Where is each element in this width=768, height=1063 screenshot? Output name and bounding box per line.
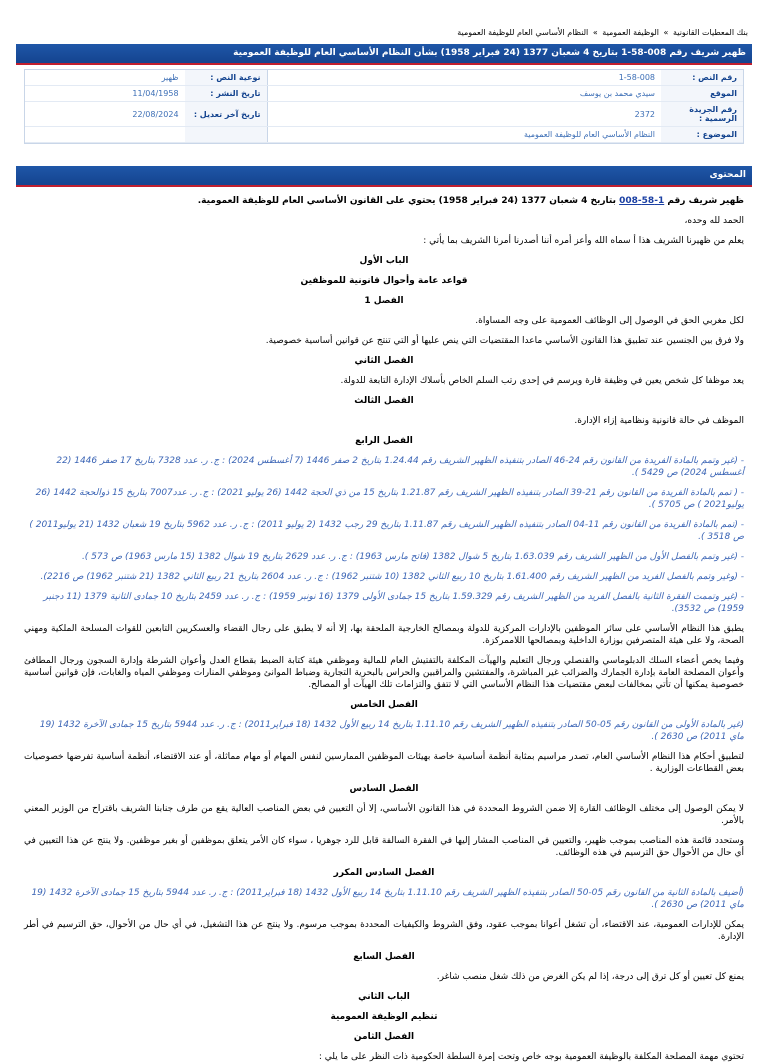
breadcrumb-item-statute[interactable]: النظام الأساسي العام للوظيفة العمومية — [457, 28, 589, 37]
meta-value-last-modified: 22/08/2024 — [25, 102, 185, 127]
content-header-underline — [16, 185, 752, 187]
meta-label-signatory: الموقع — [661, 86, 743, 102]
chapter-heading: الفصل الرابع — [355, 436, 413, 446]
part-title: قواعد عامة وأحوال قانونية للموظفين — [300, 276, 468, 286]
amendment-note: - (وغير وتمم بالفصل الفريد من الظهير الشريف رقم 1.61.400 بتاريخ 10 ربيع الثاني 1382 (10 شتنبر 1962) : ج. ر. عدد 2604 بتاريخ 21 ربيع الثاني 1382 (21 شتنبر 1962) ص 2216). — [40, 572, 744, 582]
breadcrumb-item-databank[interactable]: بنك المعطيات القانونية — [673, 28, 748, 37]
meta-row — [25, 70, 743, 86]
chapter-heading: الفصل الثاني — [354, 356, 414, 366]
paragraph: يمكن للإدارات العمومية، عند الاقتضاء، أن تشغل أعوانا بموجب عقود، وفق الشروط والكيفيات المحددة بموجب مرسوم. ولا ينتج عن هذا التشغيل، في أي حال من الأحوال، حق الترسيم في أطر الإدارة. — [24, 920, 744, 942]
amendment-note: - (غير وتممت الفقرة الثانية بالفصل الفريد من الظهير الشريف رقم 1.59.329 بتاريخ 15 جمادى الأولى 1379 (16 نونبر 1959) : ج. ر. عدد 2459 بتاريخ 10 جمادى الثانية 1379 (11 دجنبر 1959) ص 3532). — [43, 592, 744, 614]
paragraph: لكل مغربي الحق في الوصول إلى الوظائف العمومية على وجه المساواة. — [475, 316, 744, 326]
meta-value-gazette-number: 2372 — [267, 102, 661, 127]
meta-value-empty — [25, 127, 185, 143]
document-title-bar: ظهير شريف رقم 008-58-1 بتاريخ 4 شعبان 1377 (24 فبراير 1958) بشأن النظام الأساسي العام للوظيفة العمومية — [16, 44, 752, 63]
law-number-link[interactable]: 1-58-008 — [619, 196, 665, 206]
meta-label-subject: الموضوع : — [661, 127, 743, 143]
law-title-prefix: ظهير شريف رقم — [664, 196, 744, 206]
paragraph: تحتوي مهمة المصلحة المكلفة بالوظيفة العمومية بوجه خاص وتحت إمرة السلطة الحكومية ذات النظر على ما يلي : — [318, 1052, 744, 1062]
meta-value-text-number: 1-58-008 — [267, 70, 661, 86]
meta-label-empty — [185, 127, 268, 143]
paragraph: ولا فرق بين الجنسين عند تطبيق هذا القانون الأساسي ماعدا المقتضيات التي ينص عليها أو التي تنتج عن قوانين أساسية خصوصية. — [265, 336, 744, 346]
meta-value-publish-date: 11/04/1958 — [25, 86, 185, 102]
paragraph: لتطبيق أحكام هذا النظام الأساسي العام، تصدر مراسيم بمثابة أنظمة أساسية خاصة بهيئات الموظفين الممارسين لنفس المهام أو مهام مماثلة، أو عند الاقتضاء، أنظمة أساسية تفرضها خصوصيات بعض القطاعات الوزارية . — [24, 752, 744, 774]
meta-label-gazette-number: رقم الجريدة الرسمية : — [661, 102, 743, 127]
meta-label-publish-date: تاريخ النشر : — [185, 86, 268, 102]
breadcrumb-item-public-service[interactable]: الوظيفة العمومية — [602, 28, 659, 37]
amendment-note: - ( تمم بالمادة الفريدة من القانون رقم 21-39 الصادر بتنفيذه الظهير الشريف رقم 1.21.87 بتاريخ 15 من ذي الحجة 1442 (26 يوليو 2021) : ج. ر. عدد7007 بتاريخ 15 ذوالحجة 1442 (26 يوليو2021 ) ص 5705 ). — [35, 488, 744, 510]
paragraph: يعد موظفا كل شخص يعين في وظيفة قارة ويرسم في إحدى رتب السلم الخاص بأسلاك الإدارة التابعة للدولة. — [340, 376, 744, 386]
document-metadata-panel — [24, 69, 744, 144]
paragraph: يطبق هذا النظام الأساسي على سائر الموظفين بالإدارات المركزية للدولة وبمصالح الخارجية الملحقة بها، إلا أنه لا يطبق على رجال القضاء والعسكريين التابعين للقوات المسلحة الملكية ومهني الصحة، ولا على هيئة المتصرفين بوزارة الداخلية وبمصالحها اللاممركزة. — [24, 624, 744, 646]
part-heading: الباب الأول — [359, 256, 409, 266]
paragraph: لا يمكن الوصول إلى مختلف الوظائف القارة إلا ضمن الشروط المحددة في هذا القانون الأساسي، إلا أن التعيين في بعض المناصب العالية يقع من طرف جنابنا الشريف باقتراح من الوزير المعني بالأمر. — [24, 804, 744, 826]
meta-row — [25, 127, 743, 143]
paragraph: الموظف في حالة قانونية ونظامية إزاء الإدارة. — [574, 416, 744, 426]
amendment-note: - (تمم بالمادة الفريدة من القانون رقم 11-04 الصادر بتنفيذه الظهير الشريف رقم 1.11.87 بتاريخ 29 رجب 1432 (2 يوليو 2011) : ج. ر. عدد 5962 بتاريخ 19 شعبان 1432 (21 يوليو2011 ) ص 3518 ). — [29, 520, 744, 542]
praise-line: الحمد لله وحده، — [684, 216, 744, 226]
part-heading: الباب الثاني — [358, 992, 410, 1002]
meta-label-text-type: نوعية النص : — [185, 70, 268, 86]
breadcrumb-separator: » — [663, 28, 669, 37]
page — [16, 22, 752, 1062]
paragraph: يمنع كل تعيين أو كل ترق إلى درجة، إذا لم يكن الغرض من ذلك شغل منصب شاغر. — [436, 972, 744, 982]
paragraph: وستحدد قائمة هذه المناصب بموجب ظهير، والتعيين في المناصب المشار إليها في الفقرة السالفة قابل للرد جوهريا ، سواء كان الأمر يتعلق بموظفين أو بغير موظفين. ولا ينتج عن هذا التعيين في أي حال من الأحوال حق الترسيم في هذه الوظائف. — [24, 836, 744, 858]
chapter-heading: الفصل السادس — [349, 784, 419, 794]
law-body — [16, 195, 752, 1063]
meta-value-signatory: سيدي محمد بن يوسف — [267, 86, 661, 102]
breadcrumb-separator: » — [592, 28, 598, 37]
chapter-heading: الفصل السابع — [353, 952, 415, 962]
meta-value-text-type: ظهير — [25, 70, 185, 86]
meta-value-subject[interactable]: النظام الأساسي العام للوظيفة العمومية — [267, 127, 661, 143]
part-title: تنظيم الوظيفة العمومية — [330, 1012, 438, 1022]
paragraph: وفيما يخص أعضاء السلك الدبلوماسي والقنصلي ورجال التعليم والهيآت المكلفة بالتفتيش العام للمالية وموظفي هيئة كتابة الضبط بقطاع العدل وأعوان الشرطة وإدارة السجون ورجال المطافئ وأعوان المصلحة العامة بإدارة الجمارك والضرائب غير المباشرة، والمفتشين والمراقبين والحراس بالبحرية التجارية وضباط الموانئ وموظفي المنارات وموظفي المياه والغابات، فإن قوانين أساسية خصوصية يمكنها أن تأتي بمخالفات لبعض مقتضيات هذا النظام الأساسي التي لا تتفق والتزامات تلك الهيآت أو المصالح. — [24, 656, 744, 690]
amendment-note: (غير بالمادة الأولى من القانون رقم 05-50 الصادر بتنفيذه الظهير الشريف رقم 1.11.10 بتاريخ 14 ربيع الأول 1432 (18 فبراير2011) : ج. ر. عدد 5944 بتاريخ 15 جمادى الآخرة 1432 (19 ماي 2011) ص 2630 ). — [39, 720, 744, 742]
chapter-heading: الفصل الثامن — [353, 1032, 415, 1042]
content-section-header: المحتوى — [16, 166, 752, 185]
amendment-note: (أضيف بالمادة الثانية من القانون رقم 05-50 الصادر بتنفيذه الظهير الشريف رقم 1.11.10 بتاريخ 14 ربيع الأول 1432 (18 فبراير2011) : ج. ر. عدد 5944 بتاريخ 15 جمادى الآخرة 1432 (19 ماي 2011) ص 2630 ). — [31, 888, 744, 910]
amendment-note: - (غير وتمم بالمادة الفريدة من القانون رقم 24-46 الصادر بتنفيذه الظهير الشريف رقم 1.24.44 بتاريخ 2 صفر 1446 (7 أغسطس 2024) : ج. ر. عدد 7328 بتاريخ 17 صفر 1446 (22 أغسطس 2024) ص 5429 ). — [56, 456, 744, 478]
amendment-note: - (غير وتمم بالفصل الأول من الظهير الشريف رقم 1.63.039 بتاريخ 5 شوال 1382 (فاتح مارس 1963) : ج. ر. عدد 2629 بتاريخ 19 شوال 1382 (15 مارس 1963) ص 573 ). — [81, 552, 744, 562]
intro-paragraph: يعلم من ظهيرنا الشريف هذا أ سماه الله وأعز أمره أننا أصدرنا أمرنا الشريف بما يأتي : — [423, 236, 744, 246]
title-underline — [16, 63, 752, 65]
meta-row — [25, 86, 743, 102]
chapter-heading: الفصل 1 — [364, 296, 404, 306]
meta-row — [25, 102, 743, 127]
meta-label-last-modified: تاريخ آخر تعديل : — [185, 102, 268, 127]
chapter-heading: الفصل الخامس — [350, 700, 418, 710]
chapter-heading: الفصل الثالث — [354, 396, 414, 406]
law-title — [24, 195, 744, 207]
meta-label-text-number: رقم النص : — [661, 70, 743, 86]
chapter-heading: الفصل السادس المكرر — [333, 868, 435, 878]
law-title-suffix: بتاريخ 4 شعبان 1377 (24 فبراير 1958) يحتوي على القانون الأساسي العام للوظيفة العمومية. — [197, 196, 620, 206]
breadcrumb — [16, 22, 752, 44]
